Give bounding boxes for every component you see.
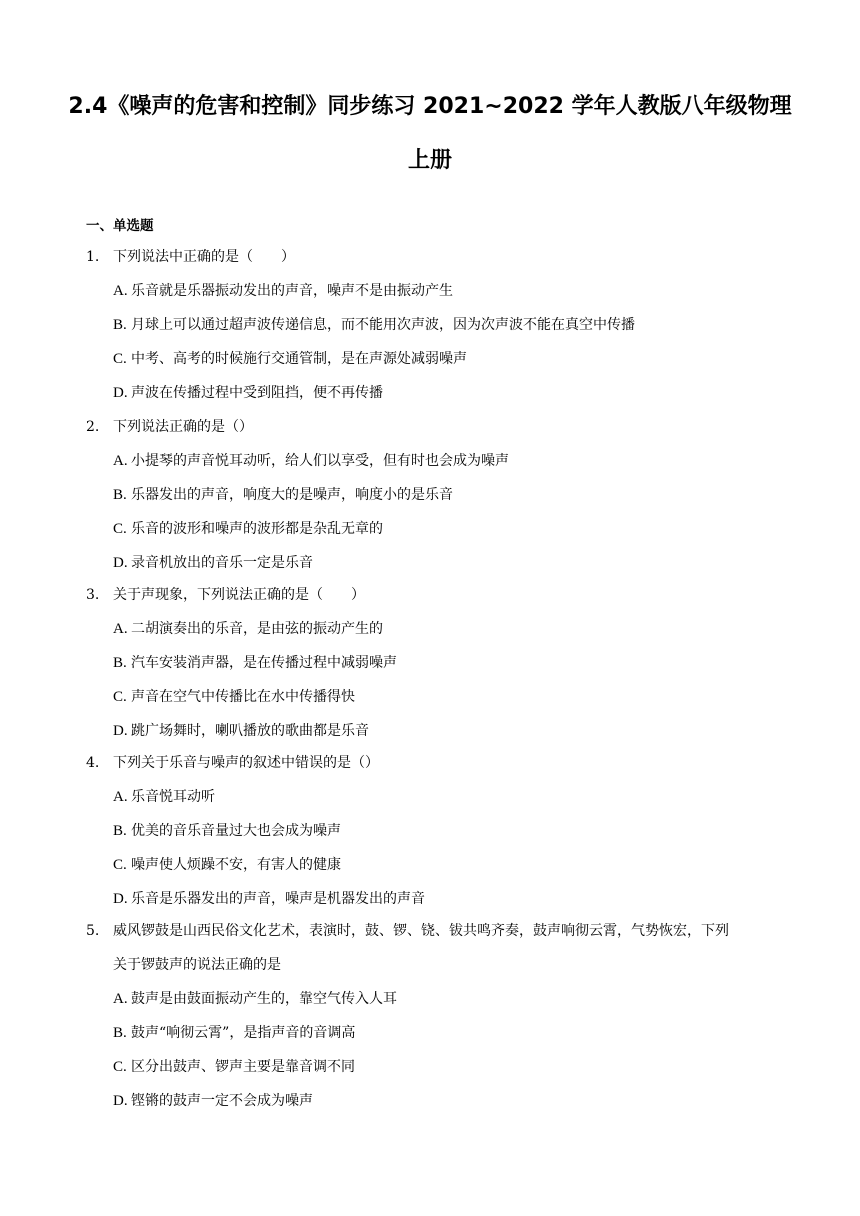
option-letter: A.: [113, 453, 128, 469]
option-letter: A.: [113, 991, 128, 1007]
option-b: [113, 814, 786, 848]
option-text: 噪声使人烦躁不安，有害人的健康: [131, 857, 341, 873]
document-title: [60, 80, 800, 188]
option-text: 月球上可以通过超声波传递信息，而不能用次声波，因为次声波不能在真空中传播: [131, 317, 635, 333]
option-text: 乐器发出的声音，响度大的是噪声，响度小的是乐音: [131, 487, 453, 503]
title-line-2: 上册: [407, 148, 452, 173]
option-text: 乐音就是乐器振动发出的声音，噪声不是由振动产生: [131, 283, 453, 299]
option-letter: B.: [113, 487, 127, 503]
option-letter: B.: [113, 1025, 127, 1041]
option-text: 鼓声“响彻云霄”，是指声音的音调高: [131, 1025, 356, 1041]
option-text: 小提琴的声音悦耳动听，给人们以享受，但有时也会成为噪声: [131, 453, 509, 469]
question-stem-line-2: 关于锣鼓声的说法正确的是: [113, 957, 281, 973]
question-5: [86, 914, 786, 1118]
option-text: 声波在传播过程中受到阻挡，便不再传播: [131, 385, 383, 401]
option-d: [113, 714, 786, 748]
option-text: 声音在空气中传播比在水中传播得快: [131, 689, 355, 705]
question-number: 1.: [86, 249, 100, 265]
question-3: [86, 578, 786, 748]
question-stem-line-1: 威风锣鼓是山西民俗文化艺术，表演时，鼓、锣、铙、钹共鸣齐奏，鼓声响彻云霄，气势恢宏，下列: [113, 923, 729, 939]
question-number: 5.: [86, 923, 100, 939]
option-b: [113, 308, 786, 342]
question-2: [86, 410, 786, 580]
option-letter: D.: [113, 891, 128, 907]
option-letter: C.: [113, 1059, 127, 1075]
option-letter: D.: [113, 723, 128, 739]
option-a: [113, 444, 786, 478]
option-text: 录音机放出的音乐一定是乐音: [131, 555, 313, 571]
option-text: 汽车安装消声器，是在传播过程中减弱噪声: [131, 655, 397, 671]
option-d: [113, 376, 786, 410]
option-b: [113, 646, 786, 680]
option-b: [113, 478, 786, 512]
option-letter: C.: [113, 351, 127, 367]
question-number: 4.: [86, 755, 100, 771]
option-d: [113, 546, 786, 580]
option-letter: A.: [113, 283, 128, 299]
option-text: 二胡演奏出的乐音，是由弦的振动产生的: [131, 621, 383, 637]
option-letter: B.: [113, 317, 127, 333]
question-stem: 下列说法中正确的是（ ）: [113, 249, 295, 265]
option-d: [113, 882, 786, 916]
title-line-1: 2.4《噪声的危害和控制》同步练习 2021~2022 学年人教版八年级物理: [68, 94, 792, 119]
option-d: [113, 1084, 786, 1118]
option-letter: B.: [113, 823, 127, 839]
question-number: 2.: [86, 419, 100, 435]
option-c: [113, 680, 786, 714]
option-a: [113, 612, 786, 646]
option-a: [113, 780, 786, 814]
option-text: 乐音悦耳动听: [131, 789, 215, 805]
option-letter: D.: [113, 555, 128, 571]
question-4: [86, 746, 786, 916]
question-stem: 关于声现象，下列说法正确的是（ ）: [113, 587, 365, 603]
section-heading: 一、单选题: [86, 218, 154, 234]
option-c: [113, 342, 786, 376]
option-c: [113, 848, 786, 882]
option-text: 优美的音乐音量过大也会成为噪声: [131, 823, 341, 839]
option-letter: D.: [113, 1093, 128, 1109]
option-text: 跳广场舞时，喇叭播放的歌曲都是乐音: [131, 723, 369, 739]
option-letter: A.: [113, 621, 128, 637]
option-letter: C.: [113, 521, 127, 537]
option-c: [113, 512, 786, 546]
question-stem: 下列说法正确的是（）: [113, 419, 253, 435]
option-letter: A.: [113, 789, 128, 805]
option-c: [113, 1050, 786, 1084]
question-number: 3.: [86, 587, 100, 603]
option-text: 鼓声是由鼓面振动产生的，靠空气传入人耳: [131, 991, 397, 1007]
option-letter: C.: [113, 857, 127, 873]
option-text: 铿锵的鼓声一定不会成为噪声: [131, 1093, 313, 1109]
option-letter: B.: [113, 655, 127, 671]
option-text: 乐音是乐器发出的声音，噪声是机器发出的声音: [131, 891, 425, 907]
option-letter: D.: [113, 385, 128, 401]
option-a: [113, 982, 786, 1016]
question-stem: 下列关于乐音与噪声的叙述中错误的是（）: [113, 755, 379, 771]
option-text: 区分出鼓声、锣声主要是靠音调不同: [131, 1059, 355, 1075]
question-1: [86, 240, 786, 410]
option-a: [113, 274, 786, 308]
option-letter: C.: [113, 689, 127, 705]
option-b: [113, 1016, 786, 1050]
option-text: 乐音的波形和噪声的波形都是杂乱无章的: [131, 521, 383, 537]
option-text: 中考、高考的时候施行交通管制，是在声源处减弱噪声: [131, 351, 467, 367]
